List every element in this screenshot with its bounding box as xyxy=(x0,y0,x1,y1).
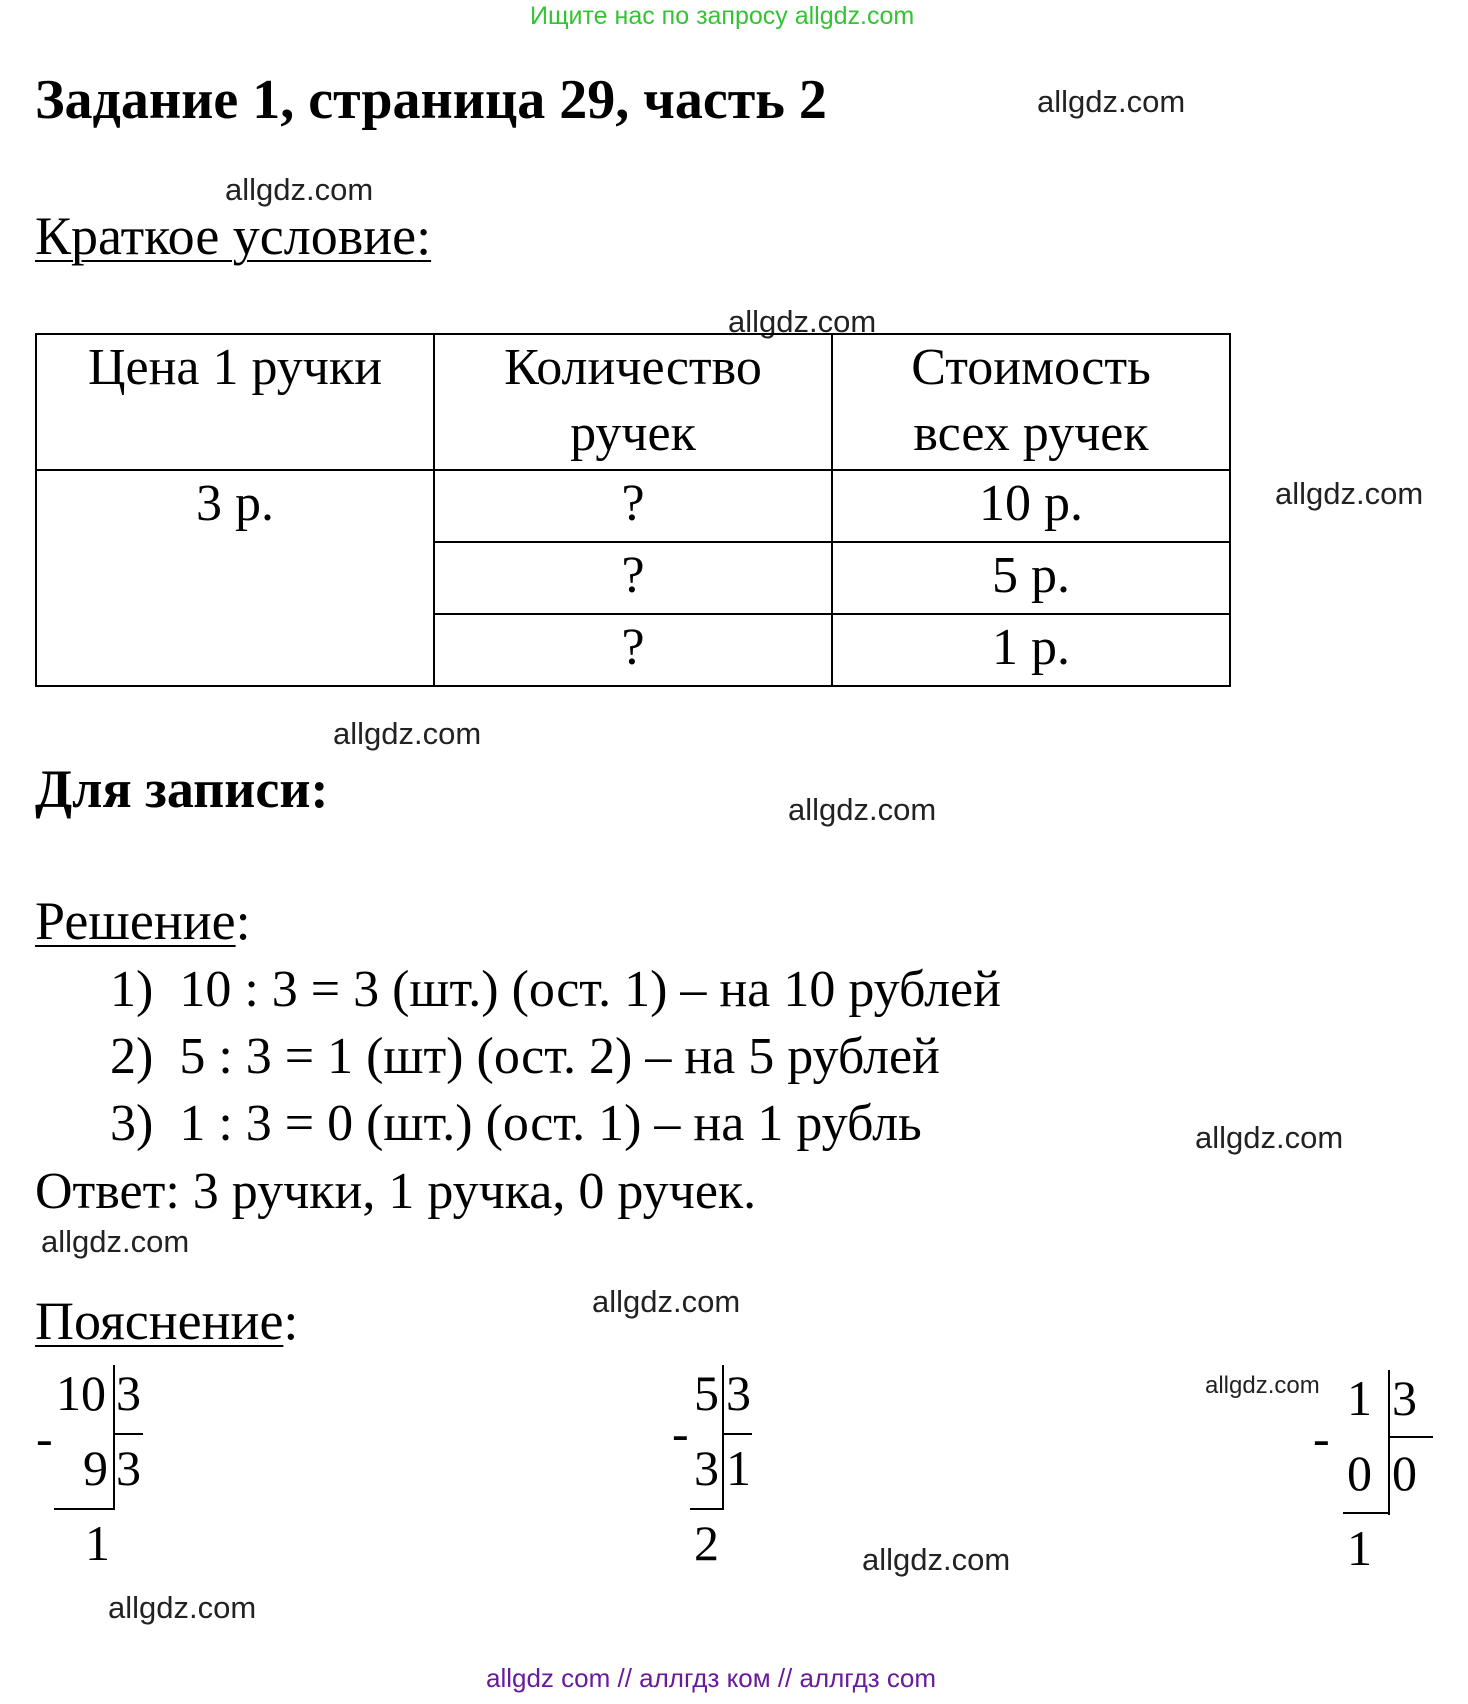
header-cost xyxy=(832,334,1230,470)
watermark: allgdz.com xyxy=(1037,84,1186,119)
watermark: allgdz.com xyxy=(108,1590,257,1625)
explanation-label: Пояснение xyxy=(35,1291,284,1351)
watermark: allgdz.com xyxy=(788,792,937,827)
minus-sign: - xyxy=(672,1405,689,1461)
watermark: allgdz.com xyxy=(41,1224,190,1259)
record-heading: Для записи: xyxy=(35,759,329,819)
remainder: 2 xyxy=(694,1515,719,1571)
solution-step xyxy=(110,1027,940,1086)
cost-cell: 10 р. xyxy=(832,470,1230,542)
step-text: 10 : 3 = 3 (шт.) (ост. 1) – на 10 рублей xyxy=(179,961,1001,1018)
subtraction-line xyxy=(690,1508,723,1510)
subtraction-line xyxy=(54,1508,114,1510)
watermark: allgdz.com xyxy=(333,716,482,751)
step-number: 3) xyxy=(110,1095,154,1152)
short-condition-heading xyxy=(35,205,431,267)
header-price: Цена 1 ручки xyxy=(36,334,434,470)
quotient-line xyxy=(113,1433,143,1435)
watermark: allgdz.com xyxy=(862,1542,1011,1577)
solution-label: Решение xyxy=(35,891,236,951)
quotient: 1 xyxy=(726,1440,751,1496)
quotient: 3 xyxy=(116,1440,141,1496)
subtrahend: 0 xyxy=(1347,1445,1372,1501)
heading-colon: : xyxy=(283,1291,299,1351)
qty-cell: ? xyxy=(434,614,832,686)
header-quantity-text: Количество ручек xyxy=(504,339,762,462)
header-quantity xyxy=(434,334,832,470)
page-title: Задание 1, страница 29, часть 2 xyxy=(35,69,827,131)
watermark: allgdz.com xyxy=(225,172,374,207)
search-banner[interactable]: Ищите нас по запросу allgdz.com xyxy=(530,2,915,30)
heading-colon: : xyxy=(235,891,251,951)
answer-line: Ответ: 3 ручки, 1 ручка, 0 ручек. xyxy=(35,1163,757,1220)
qty-cell: ? xyxy=(434,542,832,614)
quotient-line xyxy=(1388,1436,1433,1438)
quotient: 0 xyxy=(1392,1445,1417,1501)
dividend: 1 xyxy=(1347,1370,1372,1426)
subtraction-line xyxy=(1343,1512,1389,1514)
watermark: allgdz.com xyxy=(1205,1372,1320,1399)
price-cell: 3 р. xyxy=(36,470,434,686)
step-text: 1 : 3 = 0 (шт.) (ост. 1) – на 1 рубль xyxy=(179,1095,922,1152)
step-number: 2) xyxy=(110,1028,154,1085)
watermark: allgdz.com xyxy=(592,1284,741,1319)
dividend: 10 xyxy=(56,1365,106,1421)
explanation-heading xyxy=(35,1290,298,1352)
solution-step xyxy=(110,1094,922,1153)
step-text: 5 : 3 = 1 (шт) (ост. 2) – на 5 рублей xyxy=(179,1028,940,1085)
cost-cell: 5 р. xyxy=(832,542,1230,614)
watermark: allgdz.com xyxy=(1275,476,1424,511)
condition-table xyxy=(35,333,1231,687)
step-number: 1) xyxy=(110,961,154,1018)
minus-sign: - xyxy=(1313,1410,1330,1466)
divisor: 3 xyxy=(116,1365,141,1421)
header-cost-text: Стоимость всех ручек xyxy=(911,339,1151,462)
subtrahend: 9 xyxy=(83,1440,108,1496)
subtrahend: 3 xyxy=(694,1440,719,1496)
heading-colon: : xyxy=(416,206,432,266)
qty-cell: ? xyxy=(434,470,832,542)
short-condition-label: Краткое условие xyxy=(35,206,417,266)
solution-step xyxy=(110,960,1001,1019)
division-bar xyxy=(113,1365,115,1510)
divisor: 3 xyxy=(726,1365,751,1421)
division-bar xyxy=(722,1365,724,1510)
watermark: allgdz.com xyxy=(1195,1120,1344,1155)
quotient-line xyxy=(722,1433,752,1435)
solution-heading xyxy=(35,890,251,952)
dividend: 5 xyxy=(694,1365,719,1421)
remainder: 1 xyxy=(85,1515,110,1571)
minus-sign: - xyxy=(36,1410,53,1466)
watermark: allgdz.com xyxy=(728,304,877,339)
footer-links[interactable]: allgdz com // аллгдз ком // аллгдз com xyxy=(486,1663,937,1693)
division-bar xyxy=(1388,1370,1390,1515)
cost-cell: 1 р. xyxy=(832,614,1230,686)
remainder: 1 xyxy=(1347,1520,1372,1576)
divisor: 3 xyxy=(1392,1370,1417,1426)
